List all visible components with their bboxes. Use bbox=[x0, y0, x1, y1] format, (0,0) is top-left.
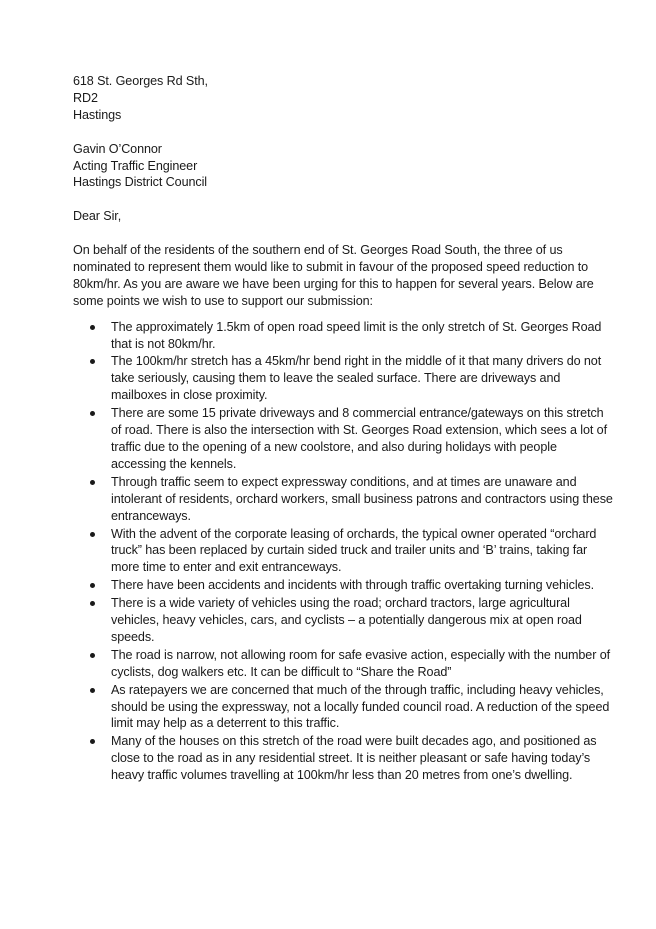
letter-page bbox=[73, 73, 613, 785]
point-text: Many of the houses on this stretch of the road were built decades ago, and positioned as close to the road as in any residential street. It is neither pleasant or safe having today’s heavy traffic volumes travelling at 100km/hr less than 20 metres from one’s dwelling. bbox=[111, 734, 597, 783]
address-line: RD2 bbox=[73, 90, 98, 105]
bullet-icon bbox=[90, 532, 95, 537]
point-text: Through traffic seem to expect expressway conditions, and at times are unaware and intolerant of residents, orchard workers, small business patrons and contractors using these entranceways. bbox=[111, 474, 613, 523]
bullet-icon bbox=[90, 653, 95, 658]
recipient-title: Acting Traffic Engineer bbox=[73, 158, 198, 173]
points-list bbox=[87, 319, 613, 784]
list-item bbox=[87, 682, 613, 733]
point-text: There is a wide variety of vehicles using the road; orchard tractors, large agricultural vehicles, heavy vehicles, cars, and cyclists – a potentially dangerous mix at open road speeds. bbox=[111, 596, 582, 644]
sender-address bbox=[73, 73, 613, 124]
bullet-icon bbox=[90, 359, 95, 364]
intro-paragraph: On behalf of the residents of the southern end of St. Georges Road South, the three of us nominated to represent them would like to submit in favour of the proposed speed reduction to 80km/hr. As you are aware we have been urging for this to happen for several years. Below are some points we wish to use to support our submission: bbox=[73, 243, 594, 308]
list-item bbox=[87, 319, 613, 353]
recipient-organisation: Hastings District Council bbox=[73, 175, 207, 190]
bullet-icon bbox=[90, 601, 95, 606]
list-item bbox=[87, 733, 613, 784]
bullet-icon bbox=[90, 739, 95, 744]
point-text: The 100km/hr stretch has a 45km/hr bend right in the middle of it that many drivers do not take seriously, causing them to leave the sealed surface. There are driveways and mailboxes in close proximity. bbox=[111, 354, 602, 403]
bullet-icon bbox=[90, 480, 95, 485]
list-item bbox=[87, 405, 613, 473]
point-text: The approximately 1.5km of open road speed limit is the only stretch of St. Georges Road that is not 80km/hr. bbox=[111, 319, 602, 351]
address-line: Hastings bbox=[73, 107, 122, 122]
points-section bbox=[87, 319, 613, 784]
list-item bbox=[87, 647, 613, 681]
list-item bbox=[87, 526, 613, 577]
bullet-icon bbox=[90, 411, 95, 416]
spacer bbox=[73, 191, 613, 208]
list-item bbox=[87, 577, 613, 594]
point-text: As ratepayers we are concerned that much of the through traffic, including heavy vehicles, should be using the expressway, not a locally funded council road. A reduction of the speed limit may help as a deterrent to this traffic. bbox=[111, 682, 610, 731]
spacer bbox=[73, 124, 613, 141]
recipient-name: Gavin O’Connor bbox=[73, 141, 162, 156]
spacer bbox=[73, 225, 613, 242]
list-item bbox=[87, 474, 613, 525]
address-line: 618 St. Georges Rd Sth, bbox=[73, 74, 208, 88]
point-text: There have been accidents and incidents with through traffic overtaking turning vehicles. bbox=[111, 578, 595, 593]
list-item bbox=[87, 353, 613, 404]
bullet-icon bbox=[90, 325, 95, 330]
point-text: There are some 15 private driveways and 8 commercial entrance/gateways on this stretch of road. There is also the intersection with St. Georges Road extension, which sees a lot of traffic due to the opening of a new coolstore, and also during holidays with people accessing the kennels. bbox=[111, 406, 607, 471]
list-item bbox=[87, 595, 613, 646]
recipient-block bbox=[73, 141, 613, 192]
salutation: Dear Sir, bbox=[73, 209, 122, 224]
point-text: With the advent of the corporate leasing of orchards, the typical owner operated “orchard truck” has been replaced by curtain sided truck and trailer units and ‘B’ trains, taking far more time to enter and exit entranceways. bbox=[111, 526, 597, 575]
bullet-icon bbox=[90, 688, 95, 693]
bullet-icon bbox=[90, 583, 95, 588]
point-text: The road is narrow, not allowing room for safe evasive action, especially with the number of cyclists, dog walkers etc. It can be difficult to “Share the Road” bbox=[111, 647, 611, 679]
